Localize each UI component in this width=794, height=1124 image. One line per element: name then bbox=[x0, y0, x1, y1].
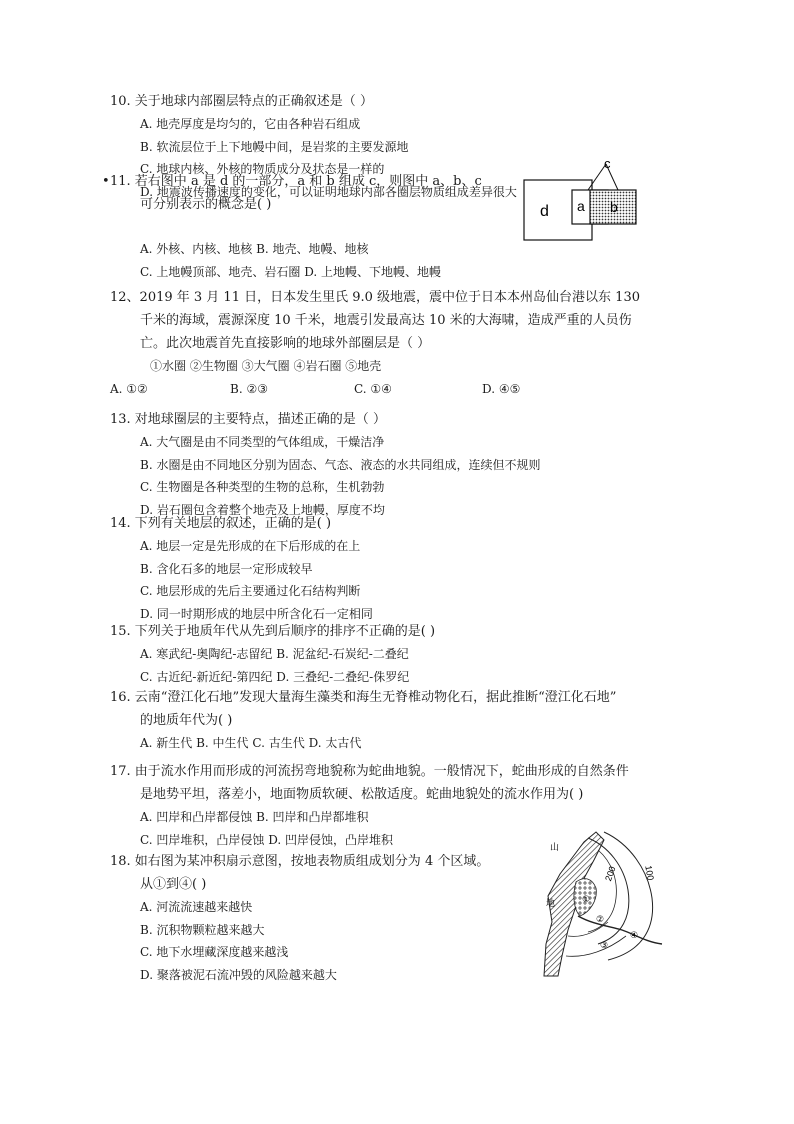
question-16-stem-line-2: 的地质年代为( ) bbox=[140, 713, 233, 728]
label-zone-4: ④ bbox=[630, 931, 639, 941]
question-13-option-a: A. 大气圈是由不同类型的气体组成，干燥洁净 bbox=[140, 435, 385, 449]
label-b: b bbox=[610, 199, 618, 215]
label-di: 地 bbox=[546, 899, 556, 909]
question-14-stem: 14. 下列有关地层的叙述，正确的是( ) bbox=[110, 516, 332, 531]
question-10-option-b: B. 软流层位于上下地幔中间，是岩浆的主要发源地 bbox=[140, 139, 409, 154]
question-13-option-d: D. 岩石圈包含着整个地壳及上地幔，厚度不均 bbox=[140, 502, 385, 517]
question-11-stem-line-1: 11. 若右图中 a 是 d 的一部分，a 和 b 组成 c，则图中 a、b、c bbox=[110, 174, 482, 189]
question-11 bbox=[102, 170, 510, 283]
question-15-option-cd: C. 古近纪-新近纪-第四纪 D. 三叠纪-二叠纪-侏罗纪 bbox=[140, 669, 410, 684]
question-12-stem-line-2: 千米的海域，震源深度 10 千米，地震引发最高达 10 米的大海啸，造成严重的人员伤 bbox=[140, 313, 632, 328]
question-12-option-c: C. ①④ bbox=[354, 381, 392, 396]
question-12 bbox=[110, 286, 670, 400]
label-mountain: 山 bbox=[550, 843, 560, 853]
question-14-option-a: A. 地层一定是先形成的在下后形成的在上 bbox=[140, 539, 361, 553]
question-18-stem-line-2: 从①到④( ) bbox=[140, 877, 207, 892]
question-18-option-d: D. 聚落被泥石流冲毁的风险越来越大 bbox=[140, 967, 337, 982]
question-15-stem: 15. 下列关于地质年代从先到后顺序的排序不正确的是( ) bbox=[110, 624, 436, 639]
question-13-stem: 13. 对地球圈层的主要特点，描述正确的是（ ） bbox=[110, 412, 386, 427]
question-16 bbox=[110, 686, 670, 755]
question-18-option-b: B. 沉积物颗粒越来越大 bbox=[140, 922, 265, 937]
question-17-option-ab: A. 凹岸和凸岸都侵蚀 B. 凹岸和凸岸都堆积 bbox=[140, 810, 369, 824]
label-c: c bbox=[604, 158, 611, 171]
label-zone-1: ① bbox=[582, 895, 591, 905]
question-17-stem-line-2: 是地势平坦，落差小，地面物质软硬、松散适度。蛇曲地貌处的流水作用为( ) bbox=[140, 787, 584, 802]
question-12-list: ①水圈 ②生物圈 ③大气圈 ④岩石圈 ⑤地壳 bbox=[150, 359, 382, 373]
alluvial-fan-figure bbox=[538, 826, 668, 986]
question-13-option-b: B. 水圈是由不同地区分别为固态、气态、液态的水共同组成，连续但不规则 bbox=[140, 457, 541, 472]
question-12-stem-line-1: 12、2019 年 3 月 11 日，日本发生里氏 9.0 级地震，震中位于日本本州岛仙台港以东 130 bbox=[110, 290, 640, 305]
label-d: d bbox=[540, 203, 549, 220]
question-16-stem-line-1: 16. 云南“澄江化石地”发现大量海生藻类和海生无脊椎动物化石，据此推断“澄江化石地” bbox=[110, 690, 617, 705]
question-12-option-d: D. ④⑤ bbox=[482, 381, 521, 396]
question-12-options bbox=[98, 378, 670, 400]
question-11-bullet: • bbox=[102, 174, 110, 189]
question-10-option-a: A. 地壳厚度是均匀的，它由各种岩石组成 bbox=[140, 117, 361, 131]
question-11-option-ab: A. 外核、内核、地核 B. 地壳、地幔、地核 bbox=[140, 242, 369, 256]
zone-boundary-2 bbox=[566, 936, 626, 956]
question-11-option-cd: C. 上地幔顶部、地壳、岩石圈 D. 上地幔、下地幔、地幔 bbox=[140, 264, 442, 279]
question-15-option-ab: A. 寒武纪-奥陶纪-志留纪 B. 泥盆纪-石炭纪-二叠纪 bbox=[140, 647, 409, 661]
river-line bbox=[578, 916, 662, 944]
question-13-option-c: C. 生物圈是各种类型的生物的总称，生机勃勃 bbox=[140, 480, 385, 494]
question-17-option-cd: C. 凹岸堆积，凸岸侵蚀 D. 凹岸侵蚀，凸岸堆积 bbox=[140, 832, 394, 847]
question-12-option-a: A. ①② bbox=[110, 381, 148, 396]
question-10-stem: 10. 关于地球内部圈层特点的正确叙述是（ ） bbox=[110, 94, 373, 109]
question-18-option-c: C. 地下水埋藏深度越来越浅 bbox=[140, 945, 289, 959]
question-16-options: A. 新生代 B. 中生代 C. 古生代 D. 太古代 bbox=[140, 736, 362, 750]
question-18 bbox=[110, 850, 530, 986]
question-13 bbox=[110, 408, 670, 521]
label-200: 200 bbox=[603, 864, 618, 883]
question-18-stem-line-1: 18. 如右图为某冲积扇示意图，按地表物质组成划分为 4 个区域。 bbox=[110, 854, 490, 869]
question-10-option-d: D. 地震波传播速度的变化，可以证明地球内部各圈层物质组成差异很大 bbox=[140, 184, 517, 199]
question-15 bbox=[110, 620, 670, 688]
label-zone-2: ② bbox=[596, 915, 605, 925]
question-11-stem-line-2: 可分别表示的概念是( ) bbox=[140, 197, 272, 212]
label-a: a bbox=[577, 198, 585, 214]
question-14 bbox=[110, 512, 670, 625]
question-17-stem-line-1: 17. 由于流水作用而形成的河流拐弯地貌称为蛇曲地貌。一般情况下，蛇曲形成的自然条件 bbox=[110, 764, 629, 779]
question-14-option-b: B. 含化石多的地层一定形成较早 bbox=[140, 561, 313, 576]
label-100: 100 bbox=[643, 864, 656, 882]
question-14-option-d: D. 同一时期形成的地层中所含化石一定相同 bbox=[140, 606, 373, 621]
concept-diagram-figure bbox=[520, 158, 648, 244]
label-zone-3: ③ bbox=[600, 941, 609, 951]
question-18-option-a: A. 河流流速越来越快 bbox=[140, 900, 253, 914]
question-14-option-c: C. 地层形成的先后主要通过化石结构判断 bbox=[140, 584, 361, 598]
question-10-option-c: C. 地球内核、外核的物质成分及状态是一样的 bbox=[140, 162, 385, 176]
question-12-option-b: B. ②③ bbox=[230, 381, 268, 396]
question-12-stem-line-3: 亡。此次地震首先直接影响的地球外部圈层是（ ） bbox=[140, 336, 431, 351]
